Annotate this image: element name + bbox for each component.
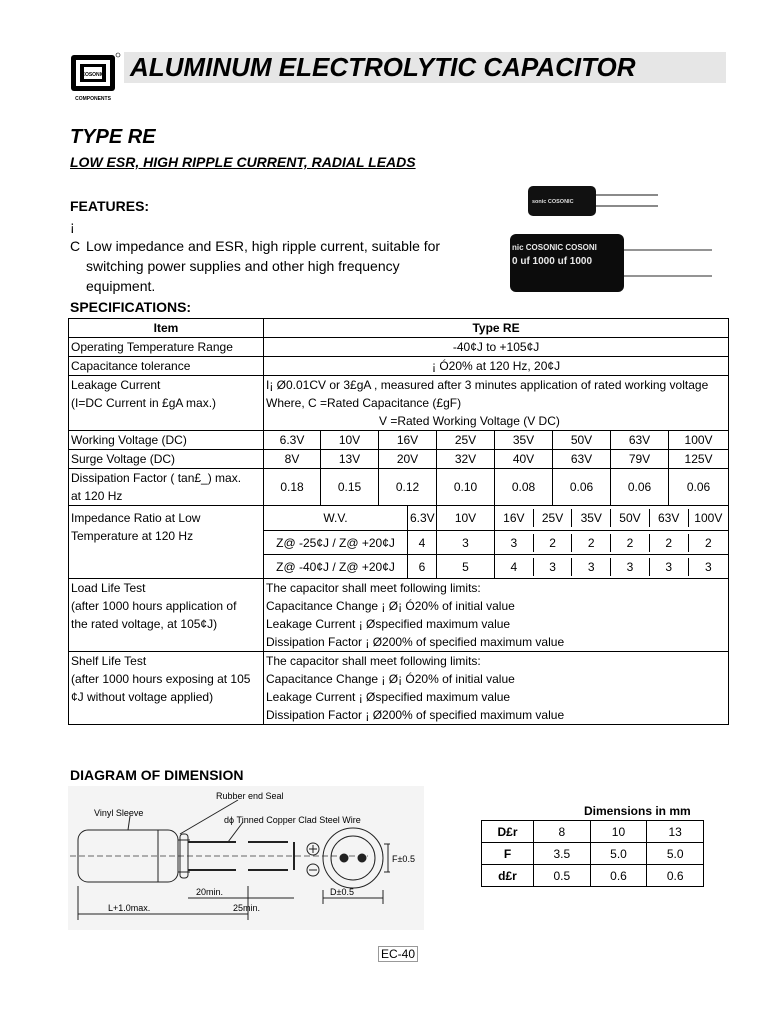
label-f: F±0.5: [392, 854, 415, 864]
imp-voltage: 10V: [437, 506, 495, 531]
shelf-life-value-line: Dissipation Factor ¡ Ø200% of specified maximum value: [266, 708, 565, 722]
table-row: [69, 652, 729, 725]
specifications-heading: SPECIFICATIONS:: [70, 299, 192, 315]
df-label: [69, 469, 264, 506]
shelf-life-value-line: The capacitor shall meet following limits:: [266, 654, 481, 668]
df-label-line: Dissipation Factor ( tan£_) max.: [71, 471, 242, 485]
wv-cell: 6.3V: [264, 431, 321, 450]
feature-line: switching power supplies and other high frequency: [86, 258, 400, 274]
logo-text: COSONIC: [81, 72, 105, 78]
diagram-heading: DIAGRAM OF DIMENSION: [70, 767, 244, 783]
load-life-value-line: Leakage Current ¡ Øspecified maximum value: [266, 617, 511, 631]
label-25min: 25min.: [233, 903, 261, 913]
specifications-table: [68, 318, 729, 725]
dim-row-label: F: [482, 843, 534, 865]
feature-line: Low impedance and ESR, high ripple current, suitable for: [86, 238, 441, 254]
table-row: [69, 357, 729, 376]
impedance-label-line: Temperature at 120 Hz: [71, 529, 194, 543]
leakage-label-line: (I=DC Current in £gA max.): [71, 396, 217, 410]
imp-cell: 3: [704, 559, 712, 574]
photo-small-label: sonic COSONIC: [532, 199, 574, 205]
imp-cell: 3: [650, 558, 689, 576]
feature-line: equipment.: [86, 278, 156, 294]
features-list: [70, 216, 480, 296]
label-wire: dϕ Tinned Copper Clad Steel Wire: [224, 815, 361, 825]
table-row: [69, 338, 729, 357]
df-cell: 0.06: [553, 469, 611, 506]
sv-cell: 32V: [437, 450, 495, 469]
imp-cell: 2: [611, 534, 650, 552]
leakage-value: [264, 376, 729, 431]
imp-cell: 2: [572, 534, 611, 552]
wv-cell: 63V: [611, 431, 669, 450]
imp-voltage: 25V: [534, 509, 573, 527]
imp-row2-label: Z@ -40¢J / Z@ +20¢J: [264, 555, 408, 579]
subtitle: LOW ESR, HIGH RIPPLE CURRENT, RADIAL LEADS: [70, 154, 416, 170]
wv-cell: 10V: [321, 431, 379, 450]
dim-cell: 13: [647, 821, 704, 843]
load-life-label-line: the rated voltage, at 105¢J): [71, 617, 218, 631]
wv-cell: 35V: [495, 431, 553, 450]
df-cell: 0.18: [264, 469, 321, 506]
imp-cell: 3: [572, 558, 611, 576]
df-cell: 0.08: [495, 469, 553, 506]
table-row: [69, 469, 729, 506]
imp-cell: 3: [534, 558, 573, 576]
df-cell: 0.15: [321, 469, 379, 506]
imp-row1-label: Z@ -25¢J / Z@ +20¢J: [264, 531, 408, 555]
table-row: [69, 319, 729, 338]
dim-row-label: d£r: [482, 865, 534, 887]
load-life-value: [264, 579, 729, 652]
page-number: EC-40: [378, 946, 418, 962]
leakage-value-line: I¡ Ø0.01CV or 3£gA , measured after 3 minutes application of rated working voltage: [266, 378, 709, 392]
df-cell: 0.10: [437, 469, 495, 506]
dim-cell: 3.5: [534, 843, 591, 865]
features-heading: FEATURES:: [70, 198, 150, 214]
impedance-label: [69, 506, 264, 579]
load-life-value-line: The capacitor shall meet following limits:: [266, 581, 481, 595]
cap-tol-label: Capacitance tolerance: [69, 357, 264, 376]
sv-cell: 63V: [553, 450, 611, 469]
shelf-life-value-line: Leakage Current ¡ Øspecified maximum value: [266, 690, 511, 704]
table-row: [69, 506, 729, 531]
leakage-value-line: Where, C =Rated Capacitance (£gF): [266, 396, 462, 410]
table-row: [69, 450, 729, 469]
shelf-life-value: [264, 652, 729, 725]
imp-row1-group: [495, 531, 729, 555]
leakage-value-line: V =Rated Working Voltage (V DC): [379, 414, 560, 428]
table-row: [482, 865, 704, 887]
dim-cell: 10: [590, 821, 647, 843]
imp-wv-label: W.V.: [264, 506, 408, 531]
load-life-label: [69, 579, 264, 652]
imp-voltage: 100V: [694, 511, 723, 525]
wv-cell: 25V: [437, 431, 495, 450]
imp-voltage: 63V: [650, 509, 689, 527]
dimension-diagram: [68, 786, 424, 930]
photo-large-value: 0 uf 1000 uf 1000: [512, 256, 593, 267]
capacitor-photo: [508, 180, 712, 292]
wv-cell: 50V: [553, 431, 611, 450]
dim-cell: 8: [534, 821, 591, 843]
dimensions-caption: Dimensions in mm: [584, 804, 691, 818]
dim-cell: 5.0: [647, 843, 704, 865]
table-row: [69, 431, 729, 450]
dimensions-table: [481, 820, 704, 887]
shelf-life-value-line: Capacitance Change ¡ Ø¡ Ó20% of initial value: [266, 672, 515, 686]
imp-voltage: 35V: [572, 509, 611, 527]
cap-tol-value: ¡ Ó20% at 120 Hz, 20¢J: [264, 357, 729, 376]
wv-cell: 16V: [379, 431, 437, 450]
label-vinyl-sleeve: Vinyl Sleeve: [94, 808, 144, 818]
imp-cell: 4: [495, 558, 534, 576]
type-heading: TYPE RE: [70, 126, 156, 148]
label-d: D±0.5: [330, 887, 354, 897]
bullet-icon: ¡ C: [70, 218, 81, 254]
imp-cell: 2: [704, 535, 712, 550]
dim-row-label: D£r: [482, 821, 534, 843]
imp-cell: 3: [495, 534, 534, 552]
load-life-value-line: Capacitance Change ¡ Ø¡ Ó20% of initial value: [266, 599, 515, 613]
load-life-label-line: Load Life Test: [71, 581, 146, 595]
shelf-life-label-line: Shelf Life Test: [71, 654, 147, 668]
sv-cell: 8V: [264, 450, 321, 469]
imp-cell: 2: [534, 534, 573, 552]
sv-cell: 13V: [321, 450, 379, 469]
dim-cell: 0.6: [590, 865, 647, 887]
sv-cell: 125V: [669, 450, 729, 469]
shelf-life-label: [69, 652, 264, 725]
sv-cell: 40V: [495, 450, 553, 469]
table-row: [69, 376, 729, 431]
impedance-label-line: Impedance Ratio at Low: [71, 511, 201, 525]
imp-voltage-group: [495, 506, 729, 531]
imp-voltage: 6.3V: [408, 506, 437, 531]
imp-cell: 2: [650, 534, 689, 552]
sv-label: Surge Voltage (DC): [69, 450, 264, 469]
table-row: [482, 821, 704, 843]
load-life-value-line: Dissipation Factor ¡ Ø200% of specified maximum value: [266, 635, 565, 649]
shelf-life-label-line: ¢J without voltage applied): [71, 690, 214, 704]
leakage-label-line: Leakage Current: [71, 378, 161, 392]
page-title: ALUMINUM ELECTROLYTIC CAPACITOR: [130, 52, 636, 82]
dim-cell: 0.5: [534, 865, 591, 887]
label-l: L+1.0max.: [108, 903, 151, 913]
sv-cell: 79V: [611, 450, 669, 469]
header-type: Type RE: [264, 319, 729, 338]
dim-cell: 5.0: [590, 843, 647, 865]
label-20min: 20min.: [196, 887, 224, 897]
wv-label: Working Voltage (DC): [69, 431, 264, 450]
shelf-life-label-line: (after 1000 hours exposing at 105: [71, 672, 251, 686]
table-row: [69, 579, 729, 652]
imp-cell: 3: [611, 558, 650, 576]
load-life-label-line: (after 1000 hours application of: [71, 599, 237, 613]
imp-cell: 3: [437, 531, 495, 555]
leakage-label: [69, 376, 264, 431]
imp-cell: 6: [408, 555, 437, 579]
imp-cell: 4: [408, 531, 437, 555]
photo-large-label: nic COSONIC COSONI: [512, 243, 597, 252]
cosonic-logo: [70, 52, 122, 104]
op-temp-label: Operating Temperature Range: [69, 338, 264, 357]
df-cell: 0.06: [611, 469, 669, 506]
df-label-line: at 120 Hz: [71, 489, 123, 503]
label-rubber-seal: Rubber end Seal: [216, 791, 284, 801]
header-item: Item: [69, 319, 264, 338]
imp-row2-group: [495, 555, 729, 579]
imp-voltage: 50V: [611, 509, 650, 527]
logo-subtext: COMPONENTS: [75, 96, 111, 102]
sv-cell: 20V: [379, 450, 437, 469]
df-cell: 0.06: [669, 469, 729, 506]
table-row: [482, 843, 704, 865]
imp-cell: 5: [437, 555, 495, 579]
imp-voltage: 16V: [495, 509, 534, 527]
df-cell: 0.12: [379, 469, 437, 506]
dim-cell: 0.6: [647, 865, 704, 887]
wv-cell: 100V: [669, 431, 729, 450]
op-temp-value: -40¢J to +105¢J: [264, 338, 729, 357]
